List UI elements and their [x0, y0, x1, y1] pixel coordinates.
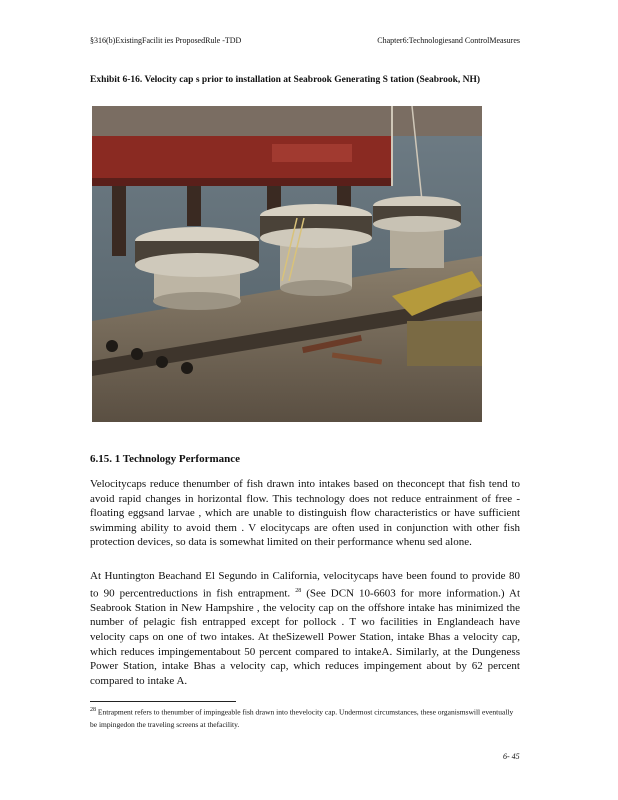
page-number: 6- 45 [503, 752, 520, 761]
footnote-number: 28 [90, 707, 96, 713]
section-heading: 6.15. 1 Technology Performance [90, 453, 241, 465]
footnote-reference: 28 [295, 587, 302, 594]
header-left: §316(b)ExistingFacilit ies ProposedRule -TDD [90, 36, 242, 45]
exhibit-caption: Exhibit 6-16. Velocity cap s prior to installation at Seabrook Generating S tation (Seabrook, NH) [90, 75, 481, 85]
paragraph-2-part-b: (See DCN 10-6603 for more information.) At Seabrook Station in New Hampshire , the velocity cap on the offshore intake has minimized the number of pelagic fish entrapped except for pollock . T wo facilities in Englandeach have velocity caps on one of two intakes. At theSizewell Power Station, intake Bhas a velocity cap, which reduces impingementabout 50 percent compared to intakeA. Similarly, at the Dungeness Power Station, intake Bhas a velocity cap, which reduces impingement about by 62 percent compared to intake A. [90, 587, 521, 687]
paragraph-1: Velocitycaps reduce thenumber of fish drawn into intakes based on theconcept that fish tend to avoid rapid changes in horizontal flow. This technology does not reduce entrainment of free -floating eggsand larvae , which are unable to distinguish flow characteristics or have sufficient swimming ability to avoid them . V elocitycaps are often used in conjunction with other fish protection devices, so data is somewhat limited on their performance whenu sed alone. [90, 478, 520, 549]
header-right: Chapter6:Technologiesand ControlMeasures [377, 36, 520, 45]
running-header [90, 36, 520, 45]
exhibit-photo [92, 106, 482, 422]
footnote-divider [90, 701, 236, 702]
paragraph-2 [90, 569, 520, 688]
footnote-text: Entrapment refers to thenumber of impingeable fish drawn into thevelocity cap. Undermost circumstances, these organismswill eventually be impingedon the traveling screens at thefacility. [90, 707, 514, 729]
footnote [90, 704, 520, 731]
velocity-caps-photo [92, 106, 482, 422]
paragraph-2-part-a: At Huntington Beachand El Segundo in California, velocitycaps have been found to provide 80 to 90 percentreductions in fish entrapment. [90, 570, 520, 600]
